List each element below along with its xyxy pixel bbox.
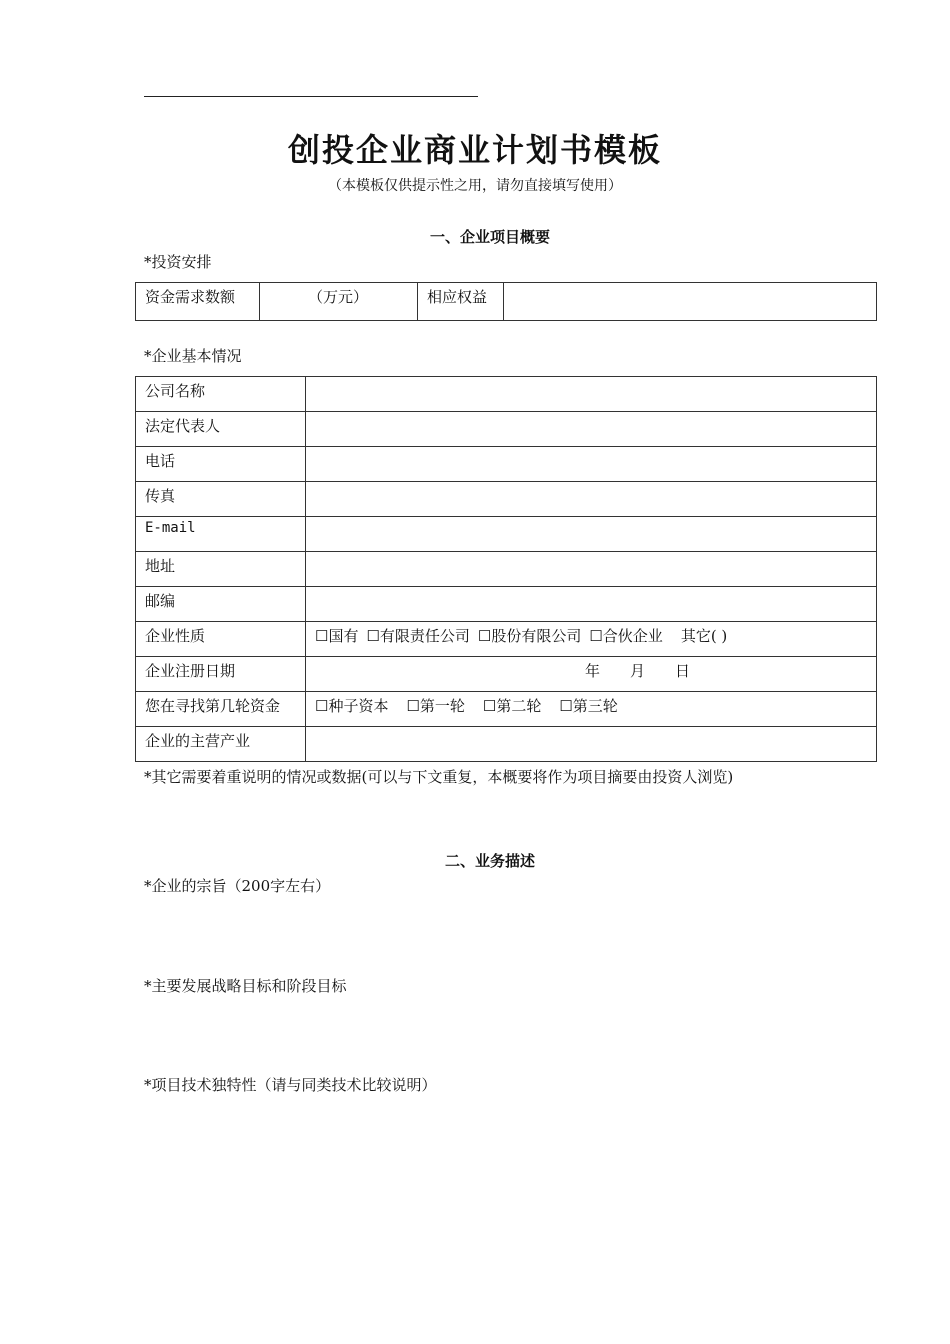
additional-notes-label: *其它需要着重说明的情况或数据(可以与下文重复，本概要将作为项目摘要由投资人浏览) — [144, 768, 734, 786]
section-heading-overview: 一、企业项目概要 — [429, 228, 550, 246]
company-name-label: 公司名称 — [136, 377, 306, 412]
option-round-three[interactable]: ☐第三轮 — [559, 697, 618, 715]
amount-label: 资金需求数额 — [136, 283, 260, 321]
document-title: 创投企业商业计划书模板 — [287, 131, 662, 169]
reg-date-text: 年 月 日 — [585, 662, 691, 680]
table-row — [136, 412, 877, 447]
email-field[interactable] — [306, 517, 877, 552]
header-rule — [144, 96, 478, 97]
tech-uniqueness-label: *项目技术独特性（请与同类技术比较说明） — [144, 1076, 437, 1094]
phone-label: 电话 — [136, 447, 306, 482]
amount-unit[interactable]: （万元） — [260, 283, 418, 321]
option-partnership[interactable]: ☐合伙企业 — [589, 627, 663, 645]
investment-table — [135, 282, 877, 321]
main-industry-label: 企业的主营产业 — [136, 727, 306, 762]
option-joint-stock[interactable]: ☐股份有限公司 — [477, 627, 582, 645]
company-nature-label: 企业性质 — [136, 622, 306, 657]
option-seed[interactable]: ☐种子资本 — [315, 697, 389, 715]
company-nature-options — [306, 622, 877, 657]
funding-round-label: 您在寻找第几轮资金 — [136, 692, 306, 727]
equity-value[interactable] — [504, 283, 877, 321]
address-label: 地址 — [136, 552, 306, 587]
table-row — [136, 377, 877, 412]
document-subtitle: （本模板仅供提示性之用，请勿直接填写使用） — [328, 178, 622, 194]
table-row — [136, 482, 877, 517]
option-other[interactable]: 其它( ) — [680, 627, 728, 645]
funding-round-options — [306, 692, 877, 727]
basic-info-label: *企业基本情况 — [144, 347, 242, 365]
option-round-one[interactable]: ☐第一轮 — [406, 697, 465, 715]
equity-label: 相应权益 — [418, 283, 504, 321]
legal-rep-label: 法定代表人 — [136, 412, 306, 447]
table-row — [136, 552, 877, 587]
table-row — [136, 587, 877, 622]
postcode-label: 邮编 — [136, 587, 306, 622]
company-info-table — [135, 376, 877, 762]
reg-date-field[interactable] — [306, 657, 877, 692]
company-name-field[interactable] — [306, 377, 877, 412]
table-row — [136, 622, 877, 657]
legal-rep-field[interactable] — [306, 412, 877, 447]
address-field[interactable] — [306, 552, 877, 587]
table-row — [136, 692, 877, 727]
option-limited-liability[interactable]: ☐有限责任公司 — [366, 627, 470, 645]
postcode-field[interactable] — [306, 587, 877, 622]
company-purpose-label: *企业的宗旨（200字左右） — [144, 877, 331, 895]
section-heading-business: 二、业务描述 — [444, 852, 535, 870]
email-label: E-mail — [136, 517, 306, 552]
table-row — [136, 517, 877, 552]
strategy-goals-label: *主要发展战略目标和阶段目标 — [144, 977, 347, 995]
table-row — [136, 727, 877, 762]
investment-row — [136, 283, 877, 321]
investment-arrangement-label: *投资安排 — [144, 253, 212, 271]
table-row — [136, 447, 877, 482]
reg-date-label: 企业注册日期 — [136, 657, 306, 692]
main-industry-field[interactable] — [306, 727, 877, 762]
option-state-owned[interactable]: ☐国有 — [315, 627, 359, 645]
option-round-two[interactable]: ☐第二轮 — [482, 697, 542, 715]
fax-label: 传真 — [136, 482, 306, 517]
phone-field[interactable] — [306, 447, 877, 482]
fax-field[interactable] — [306, 482, 877, 517]
table-row — [136, 657, 877, 692]
